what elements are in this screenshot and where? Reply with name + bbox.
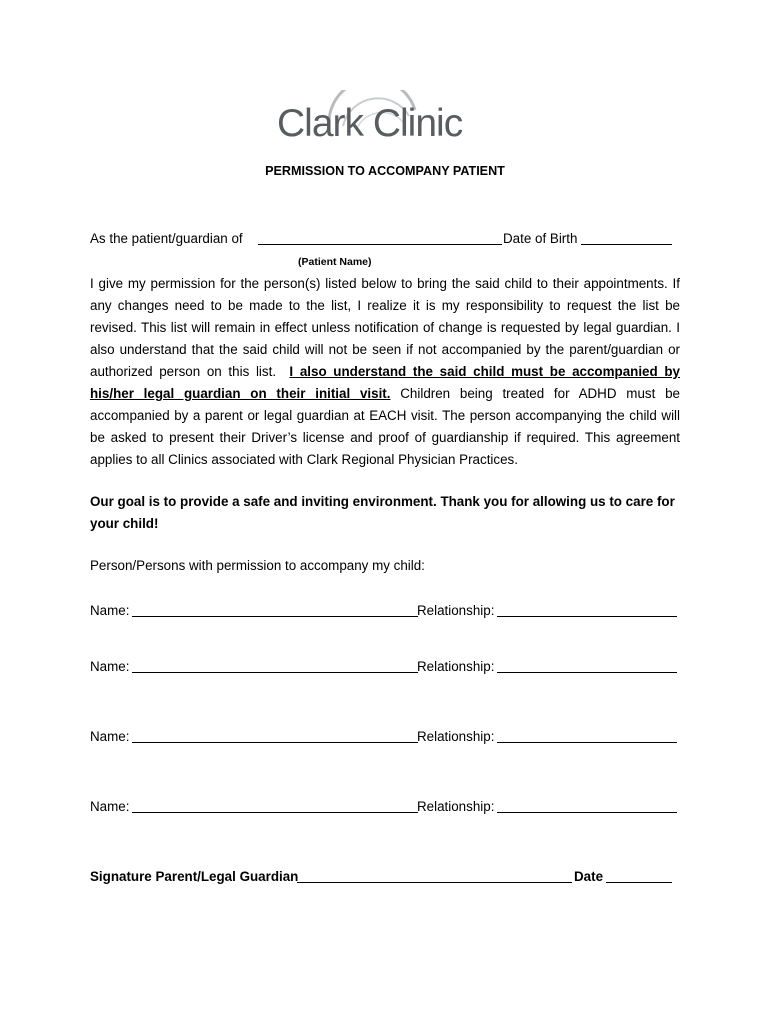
paragraph-text-2: Children being treated for ADHD must be accompanied by a parent or legal guardian at EACH visit. The person accompanying the child will be asked to present their Driver’s license and proof of guardianship if required. This agreement applies to all Clinics associated with Clark Regional Physician Practices.: [90, 386, 680, 467]
paragraph-emphasis: I also understand the said child must be accompanied by his/her legal guardian on their initial visit.: [90, 364, 680, 401]
patient-name-row: [90, 228, 680, 248]
permission-paragraph: [90, 273, 680, 471]
relationship-label: Relationship:: [417, 729, 495, 744]
relationship-field[interactable]: [497, 671, 677, 673]
name-label: Name:: [90, 729, 130, 744]
persons-intro: Person/Persons with permission to accompany my child:: [90, 558, 425, 573]
relationship-label: Relationship:: [417, 799, 495, 814]
page-title: PERMISSION TO ACCOMPANY PATIENT: [265, 164, 505, 178]
name-label: Name:: [90, 659, 130, 674]
person-row: [90, 796, 680, 816]
date-of-birth-label: Date of Birth: [503, 231, 578, 246]
person-name-field[interactable]: [132, 671, 418, 673]
relationship-label: Relationship:: [417, 603, 495, 618]
name-label: Name:: [90, 799, 130, 814]
patient-name-caption: (Patient Name): [298, 256, 372, 268]
signature-field[interactable]: [297, 881, 572, 883]
logo-wordmark: Clark Clinic: [277, 102, 463, 145]
clark-clinic-logo: [277, 90, 497, 148]
person-row: [90, 726, 680, 746]
name-label: Name:: [90, 603, 130, 618]
relationship-field[interactable]: [497, 741, 677, 743]
person-row: [90, 600, 680, 620]
signature-label: Signature Parent/Legal Guardian: [90, 869, 299, 884]
relationship-label: Relationship:: [417, 659, 495, 674]
relationship-field[interactable]: [497, 615, 677, 617]
signature-date-label: Date: [574, 869, 604, 884]
goal-statement: Our goal is to provide a safe and inviting environment. Thank you for allowing us to care for your child!: [90, 494, 675, 531]
signature-date-field[interactable]: [606, 881, 672, 883]
person-row: [90, 656, 680, 676]
patient-name-field[interactable]: [258, 243, 502, 245]
person-name-field[interactable]: [132, 615, 418, 617]
person-name-field[interactable]: [132, 741, 418, 743]
relationship-field[interactable]: [497, 811, 677, 813]
person-name-field[interactable]: [132, 811, 418, 813]
paragraph-text-1: I give my permission for the person(s) listed below to bring the said child to their appointments. If any changes need to be made to the list, I realize it is my responsibility to request the list be revised. This list will remain in effect unless notification of change is requested by legal guardian. I also understand that the said child will not be seen if not accompanied by the parent/guardian or authorized person on this list.: [90, 276, 680, 379]
signature-row: [90, 866, 680, 886]
date-of-birth-field[interactable]: [581, 243, 672, 245]
patient-guardian-label: As the patient/guardian of: [90, 231, 243, 246]
